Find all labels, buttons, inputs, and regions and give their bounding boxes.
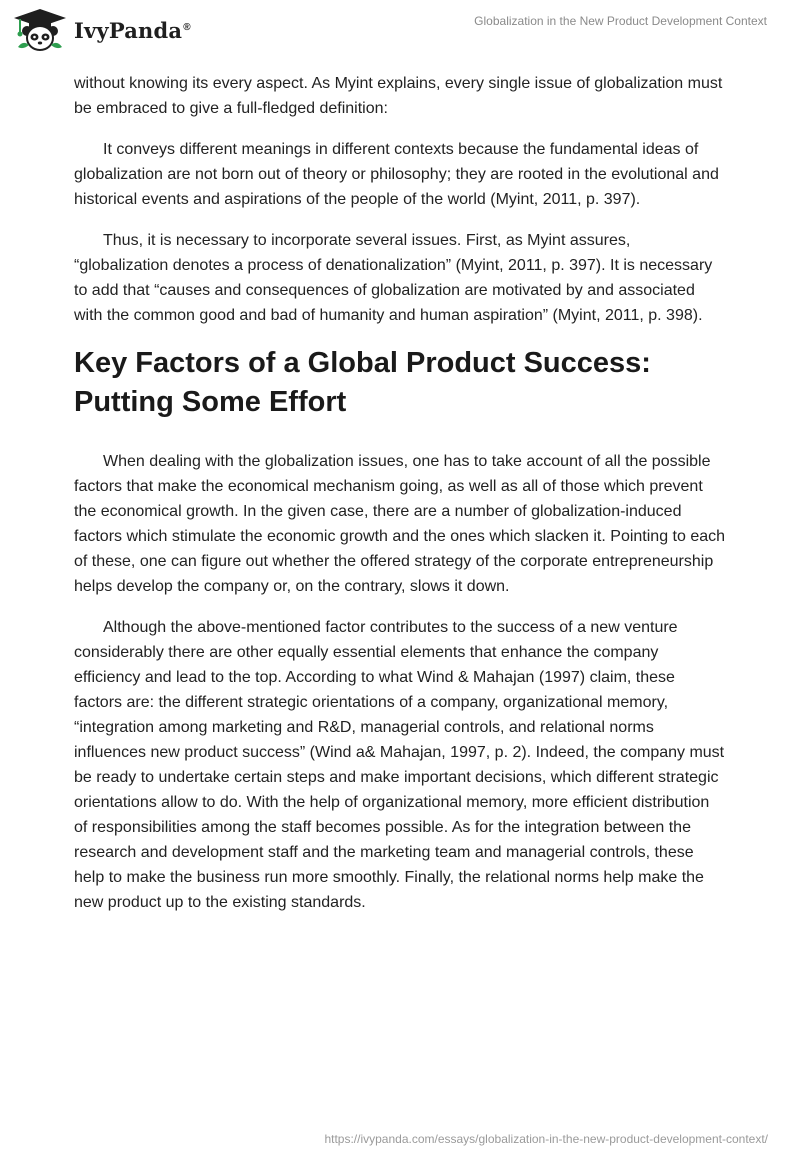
block-quote: It conveys different meanings in different contexts because the fundamental ideas of globalization are not born out of theory or philosophy; they are rooted in the evolutional and historical events and aspirations of the people of the world (Myint, 2011, p. 397). [74,141,719,208]
page-header [0,0,800,60]
registered-mark: ® [183,21,191,33]
document-title: Globalization in the New Product Development Context [474,14,767,28]
section-heading: Key Factors of a Global Product Success: Putting Some Effort [74,347,651,418]
ivypanda-logo[interactable] [12,7,191,53]
source-url[interactable]: https://ivypanda.com/essays/globalization-in-the-new-product-development-context/ [324,1132,768,1146]
paragraph-intro: without knowing its every aspect. As Myint explains, every single issue of globalization must be embraced to give a full-fledged definition: [74,75,723,117]
paragraph: When dealing with the globalization issues, one has to take account of all the possible factors that make the economical mechanism going, as well as all of those which prevent the economical growth. In the given case, there are a number of globalization-induced factors which stimulate the economic growth and the ones which slacken it. Pointing to each of these, one can figure out whether the offered strategy of the corporate entrepreneurship helps develop the company or, on the contrary, slows it down. [74,453,726,595]
logo-text: IvyPanda [74,17,183,43]
essay-body [74,71,726,931]
logo-wordmark [74,18,191,43]
paragraph: Thus, it is necessary to incorporate several issues. First, as Myint assures, “globalization denotes a process of denationalization” (Myint, 2011, p. 397). It is necessary to add that “causes and consequences of globalization are motivated by and associated with the common good and bad of humanity and human aspiration” (Myint, 2011, p. 398). [74,232,713,324]
paragraph: Although the above-mentioned factor contributes to the success of a new venture considerably there are other equally essential elements that enhance the company efficiency and lead to the top. According to what Wind & Mahajan (1997) claim, these factors are: the different strategic orientations of a company, organizational memory, “integration among marketing and R&D, managerial controls, and relational norms influences new product success” (Wind a& Mahajan, 1997, p. 2). Indeed, the company must be ready to undertake certain steps and make important decisions, which different strategic orientations allow to do. With the help of organizational memory, more efficient distribution of responsibilities among the staff becomes possible. As for the integration between the research and development staff and the marketing team and managerial controls, these help to make the business run more smoothly. Finally, the relational norms help make the new product up to the existing standards. [74,619,725,911]
panda-graduate-icon [12,7,68,53]
